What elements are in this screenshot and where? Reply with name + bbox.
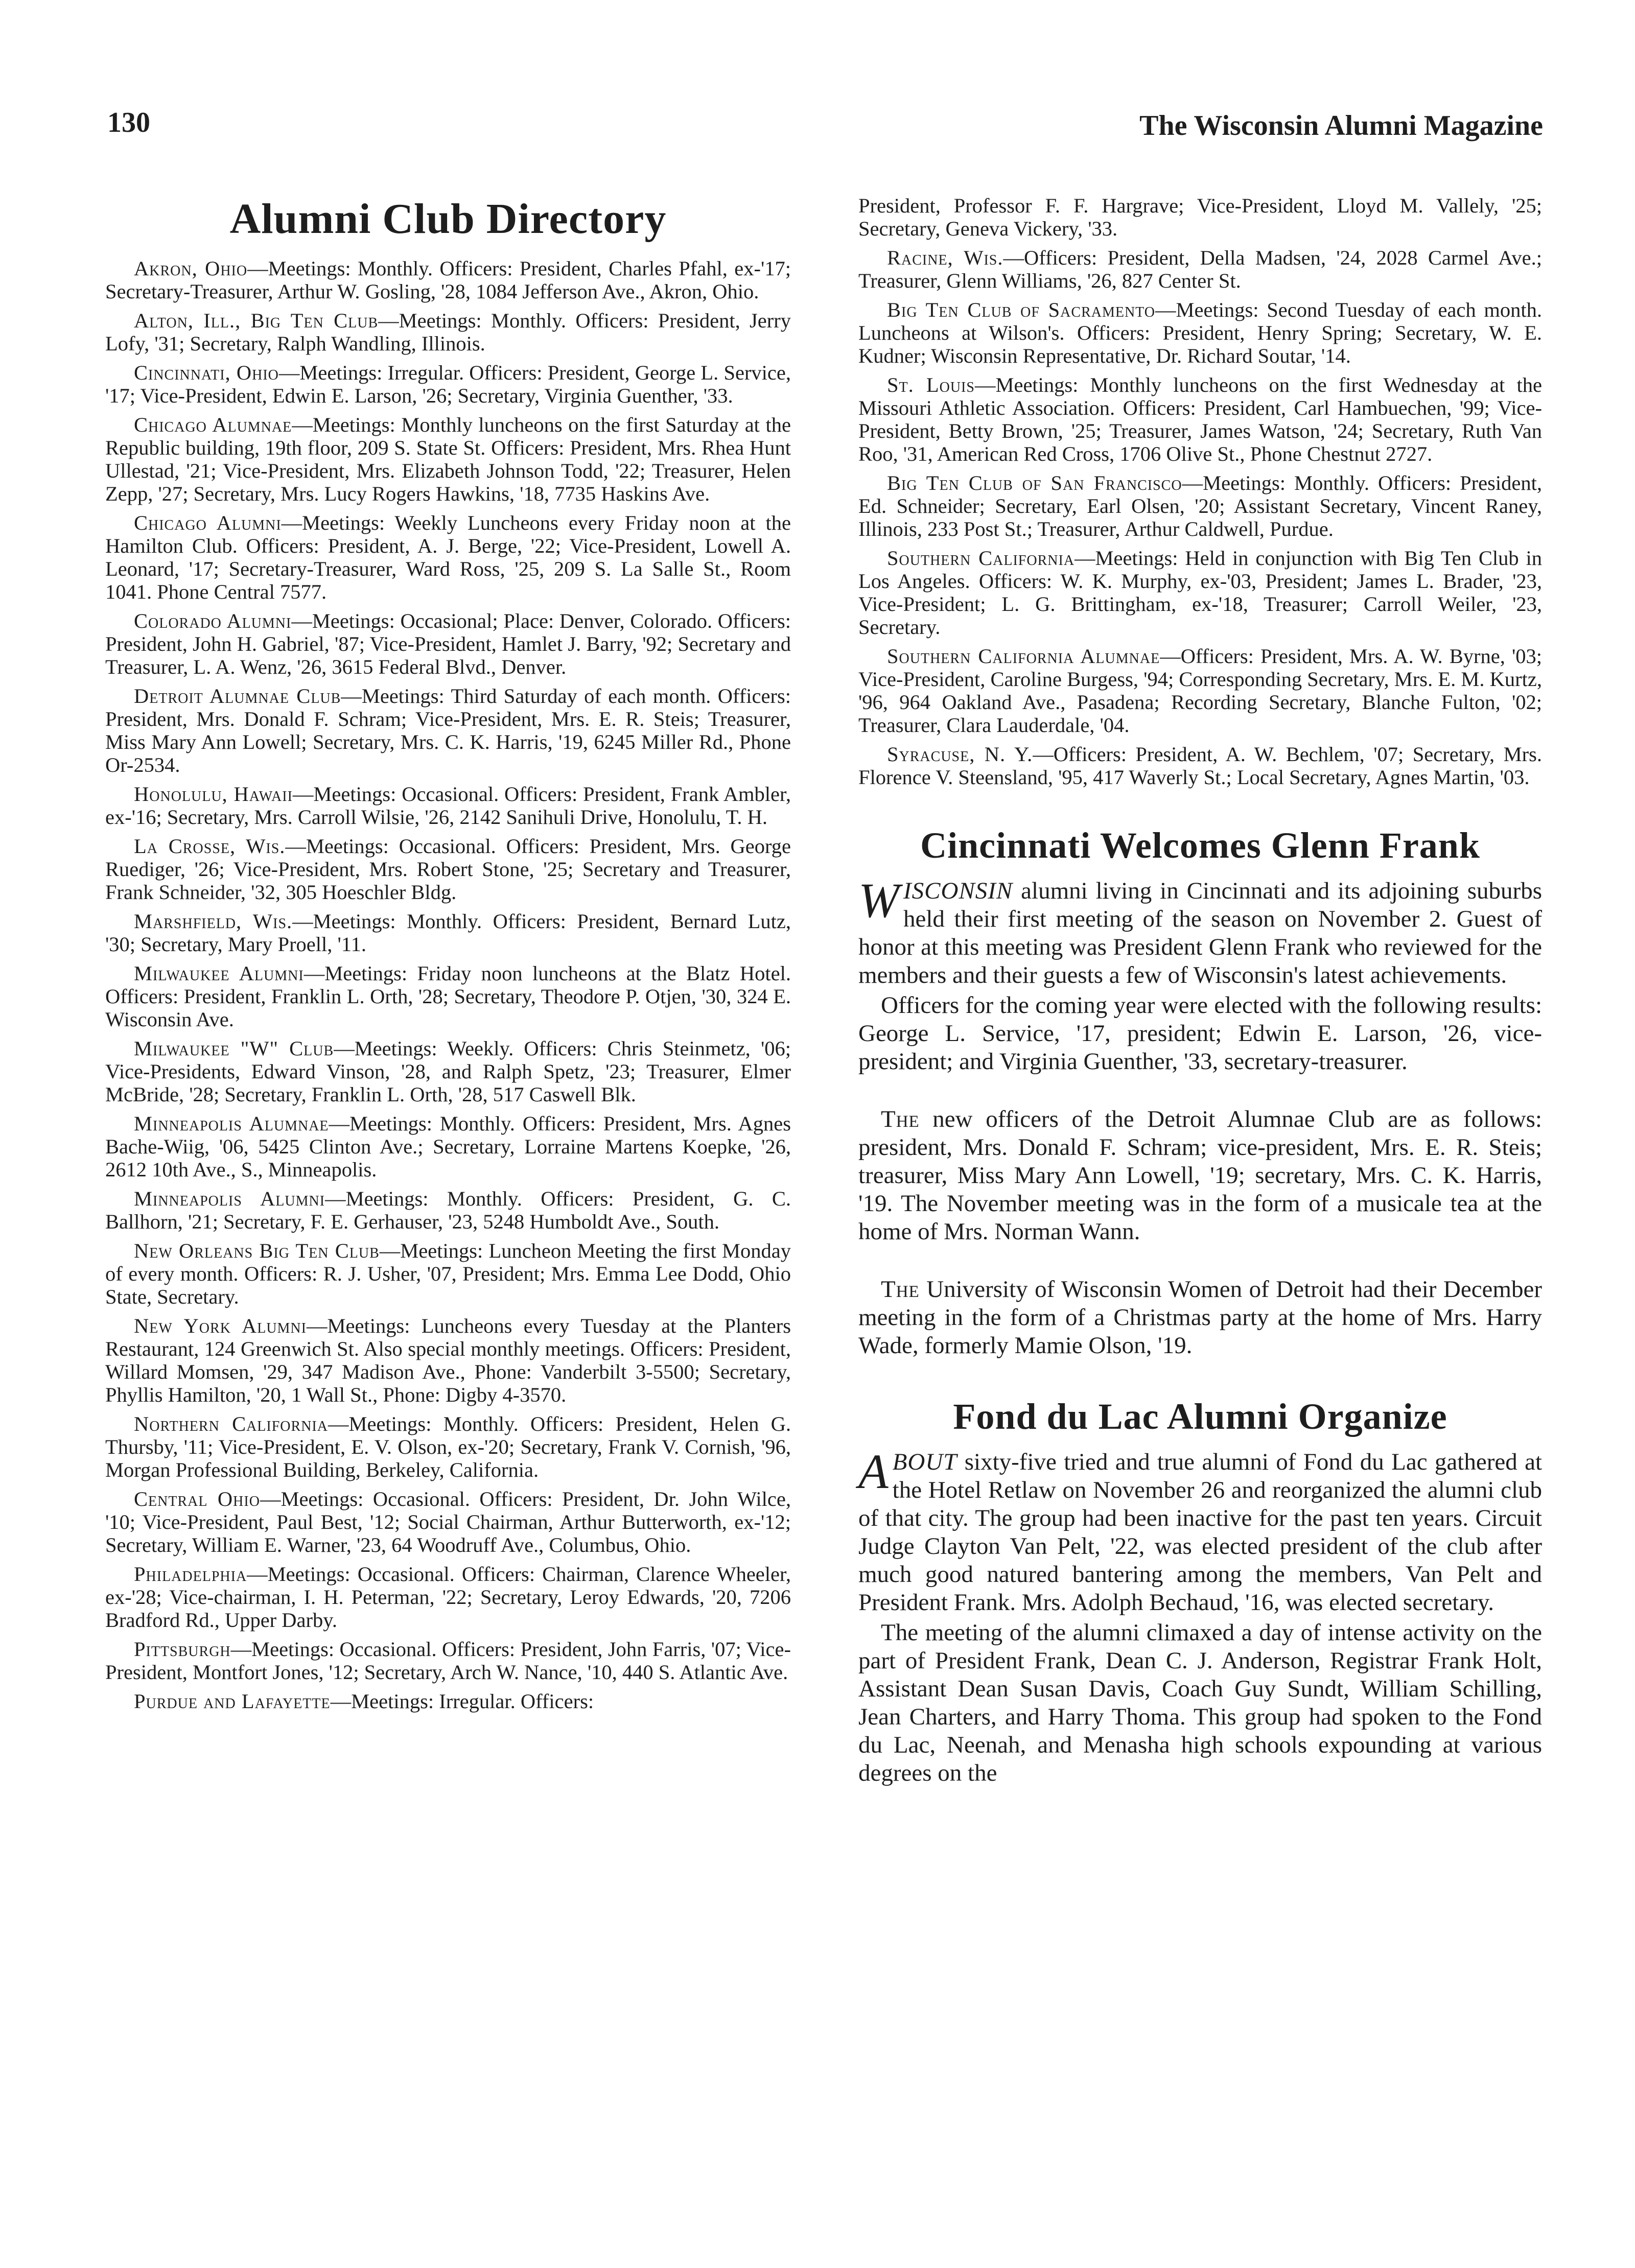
club-name: La Crosse, Wis. [134, 835, 286, 858]
club-name: New York Alumni [134, 1314, 307, 1337]
club-details: —Meetings: Occasional. Officers: President, Frank Ambler, ex-'16; Secretary, Mrs. Carroll Wilsie, '26, 2142 Sanihuli Drive, Honolulu, T. H. [105, 783, 791, 829]
directory-entry [105, 413, 791, 505]
club-details: —Meetings: Irregular. Officers: [330, 1690, 594, 1713]
club-name: Philadelphia [134, 1563, 247, 1586]
club-name: Big Ten Club of San Francisco [887, 471, 1182, 494]
club-name: Minneapolis Alumni [134, 1187, 325, 1210]
club-name: Chicago Alumnae [134, 413, 292, 436]
lead-word: BOUT [892, 1449, 957, 1475]
drop-cap: A [858, 1444, 889, 1499]
club-name: Central Ohio [134, 1487, 260, 1510]
paragraph-text: alumni living in Cincinnati and its adjoining suburbs held their first meeting of the season on November 2. Guest of honor at this meeting was President Glenn Frank who reviewed for the members and their guests a few of Wisconsin's latest achievements. [858, 878, 1542, 988]
club-details: —Meetings: Third Saturday of each month. Officers: President, Mrs. Donald F. Schram; Vice-President, Mrs. E. R. Steis; Treasurer, Miss Mary Ann Lowell; Secretary, Mrs. C. K. Harris, '19, 6245 Miller Rd., Phone Or-2534. [105, 684, 791, 776]
magazine-title: The Wisconsin Alumni Magazine [1139, 110, 1543, 141]
club-details: —Meetings: Occasional; Place: Denver, Colorado. Officers: President, John H. Gabriel, '87; Vice-President, Hamlet J. Barry, '92; Secretary and Treasurer, L. A. Wenz, '26, 3615 Federal Blvd., Denver. [105, 609, 791, 678]
drop-cap: W [858, 873, 899, 928]
directory-entry [105, 783, 791, 829]
club-name: Chicago Alumni [134, 511, 282, 534]
lead-word: The [881, 1106, 920, 1132]
cincinnati-paragraph-2: Officers for the coming year were elected with the following results: George L. Service, '17, president; Edwin E. Larson, '26, vice-president; and Virginia Guenther, '33, secretary-treasurer. [858, 992, 1542, 1075]
directory-entry [105, 1314, 791, 1406]
club-name: Northern California [134, 1412, 328, 1435]
club-details: —Officers: President, Mrs. A. W. Byrne, '03; Vice-President, Caroline Burgess, '94; Corresponding Secretary, Mrs. E. M. Kurtz, '96, 964 Oakland Ave., Pasadena; Recording Secretary, Blanche Fulton, '02; Treasurer, Clara Lauderdale, '04. [858, 645, 1543, 737]
club-details: —Meetings: Luncheons every Tuesday at the Planters Restaurant, 124 Greenwich St. Also special monthly meetings. Officers: President, Willard Momsen, '29, 347 Madison Ave., Phone: Vanderbilt 3-5500; Secretary, Phyllis Hamilton, '20, 1 Wall St., Phone: Digby 4-3570. [105, 1314, 791, 1406]
directory-entry [858, 645, 1542, 737]
directory-entry [105, 1690, 791, 1713]
directory-entry [105, 361, 791, 407]
detroit-women-paragraph [858, 1275, 1542, 1360]
club-details: —Meetings: Occasional. Officers: President, Mrs. George Ruediger, '26; Vice-President, Mrs. Robert Stone, '25; Secretary and Treasurer, Frank Schneider, '32, 305 Hoeschler Bldg. [105, 835, 791, 904]
club-details: —Meetings: Monthly. Officers: President, Jerry Lofy, '31; Secretary, Ralph Wandling, Illinois. [105, 309, 791, 355]
club-name: Detroit Alumnae Club [134, 684, 341, 707]
club-name: St. Louis [887, 373, 975, 396]
club-details: —Meetings: Second Tuesday of each month. Luncheons at Wilson's. Officers: President, Henry Spring; Secretary, W. E. Kudner; Wisconsin Representative, Dr. Richard Soutar, '14. [858, 298, 1543, 367]
directory-entry [105, 1412, 791, 1481]
directory-entry [105, 511, 791, 603]
directory-entry [105, 835, 791, 904]
directory-entry [105, 684, 791, 776]
club-name: Milwaukee "W" Club [134, 1037, 334, 1060]
club-details: —Meetings: Monthly. Officers: President, Helen G. Thursby, '11; Vice-President, E. V. Olson, ex-'20; Secretary, Frank V. Cornish, '96, Morgan Professional Building, Berkeley, California. [105, 1412, 791, 1481]
directory-list-continued [858, 194, 1542, 789]
directory-entry [105, 962, 791, 1031]
directory-entry [105, 1487, 791, 1556]
club-details: —Meetings: Weekly. Officers: Chris Steinmetz, '06; Vice-Presidents, Edward Vinson, '28, and Ralph Spetz, '23; Treasurer, Elmer McBride, '28; Secretary, Franklin L. Orth, '28, 517 Caswell Blk. [105, 1037, 791, 1106]
club-details: —Meetings: Occasional. Officers: President, Dr. John Wilce, '10; Vice-President, Paul Best, '12; Social Chairman, Arthur Butterworth, ex-'12; Secretary, William E. Warner, '23, 64 Woodruff Ave., Columbus, Ohio. [105, 1487, 791, 1556]
club-details: —Meetings: Friday noon luncheons at the Blatz Hotel. Officers: President, Franklin L. Orth, '28; Secretary, Theodore P. Otjen, '30, 324 E. Wisconsin Ave. [105, 962, 791, 1031]
club-details: —Meetings: Monthly. Officers: President, G. C. Ballhorn, '21; Secretary, F. E. Gerhauser, '23, 5248 Humboldt Ave., South. [105, 1187, 791, 1233]
club-name: Milwaukee Alumni [134, 962, 304, 985]
club-name: Minneapolis Alumnae [134, 1112, 329, 1135]
club-name: New Orleans Big Ten Club [134, 1239, 380, 1262]
club-details: —Meetings: Monthly. Officers: President, Mrs. Agnes Bache-Wiig, '06, 5425 Clinton Ave.; Secretary, Lorraine Martens Koepke, '26, 2612 10th Ave., S., Minneapolis. [105, 1112, 791, 1181]
fond-du-lac-paragraph-2: The meeting of the alumni climaxed a day of intense activity on the part of President Frank, Dean C. J. Anderson, Registrar Frank Holt, Assistant Dean Susan Davis, Coach Guy Sundt, William Schilling, Jean Charters, and Harry Thoma. This group had spoken to the Fond du Lac, Neenah, and Menasha high schools expounding at various degrees on the [858, 1619, 1542, 1786]
club-name: Pittsburgh [134, 1638, 231, 1661]
club-name: Southern California [887, 547, 1075, 570]
paragraph-text: sixty-five tried and true alumni of Fond du Lac gathered at the Hotel Retlaw on November 26 and reorganized the alumni club of that city. The group had been inactive for the past ten years. Circuit Judge Clayton Van Pelt, '22, was elected president of the club after much good natured bantering among the members, Van Pelt and President Frank. Mrs. Adolph Bechaud, '16, was elected secretary. [858, 1449, 1542, 1616]
directory-entry [105, 257, 791, 303]
lead-word: The [881, 1276, 920, 1303]
club-name: Big Ten Club of Sacramento [887, 298, 1156, 321]
directory-entry [105, 1563, 791, 1632]
directory-entry [105, 1239, 791, 1308]
club-name: Alton, Ill., Big Ten Club [134, 309, 379, 332]
club-details: —Meetings: Monthly. Officers: President, Ed. Schneider; Secretary, Earl Olsen, '20; Assistant Secretary, Vincent Raney, Illinois, 233 Post St.; Treasurer, Arthur Caldwell, Purdue. [858, 471, 1542, 540]
directory-entry [858, 547, 1542, 639]
right-column [858, 194, 1542, 1789]
fond-du-lac-paragraph-1 [858, 1444, 1542, 1617]
club-details: —Meetings: Monthly. Officers: President, Charles Pfahl, ex-'17; Secretary-Treasurer, Arthur W. Gosling, '28, 1084 Jefferson Ave., Akron, Ohio. [105, 257, 791, 303]
club-details: —Meetings: Held in conjunction with Big Ten Club in Los Angeles. Officers: W. K. Murphy, ex-'03, President; James L. Brader, '23, Vice-President; L. G. Brittingham, ex-'18, Treasurer; Carroll Weiler, '23, Secretary. [858, 547, 1543, 639]
club-name: Colorado Alumni [134, 609, 292, 632]
directory-title: Alumni Club Directory [229, 195, 667, 243]
paragraph-text: new officers of the Detroit Alumnae Club are as follows: president, Mrs. Donald F. Schram; vice-president, Mrs. E. R. Steis; treasurer, Miss Mary Ann Lowell, '19; secretary, Mrs. C. K. Harris, '19. The November meeting was in the form of a musicale tea at the home of Mrs. Norman Wann. [858, 1106, 1542, 1245]
club-name: Purdue and Lafayette [134, 1690, 331, 1713]
directory-list [105, 257, 791, 1713]
directory-entry [858, 194, 1542, 240]
club-details: —Meetings: Occasional. Officers: Chairman, Clarence Wheeler, ex-'28; Vice-chairman, I. H. Peterman, '22; Secretary, Leroy Edwards, '20, 7206 Bradford Rd., Upper Darby. [105, 1563, 791, 1632]
fond-du-lac-article-title: Fond du Lac Alumni Organize [953, 1396, 1447, 1437]
lead-word: ISCONSIN [903, 878, 1013, 904]
club-name: Southern California Alumnae [887, 645, 1160, 668]
club-details: —Meetings: Weekly Luncheons every Friday noon at the Hamilton Club. Officers: President, A. J. Berge, '22; Vice-President, Lowell A. Leonard, '17; Secretary-Treasurer, Ward Ross, '25, 209 S. La Salle St., Room 1041. Phone Central 7577. [105, 511, 791, 603]
directory-entry [105, 1638, 791, 1684]
club-name: Cincinnati, Ohio [134, 361, 279, 384]
page-number: 130 [107, 107, 150, 138]
club-details: —Meetings: Irregular. Officers: President, George L. Service, '17; Vice-President, Edwin E. Larson, '26; Secretary, Virginia Guenther, '33. [105, 361, 791, 407]
detroit-paragraph [858, 1105, 1542, 1246]
cincinnati-article-title: Cincinnati Welcomes Glenn Frank [920, 825, 1480, 866]
club-details: —Meetings: Monthly luncheons on the first Wednesday at the Missouri Athletic Association. Officers: President, Carl Hambuechen, '99; Vice-President, Betty Brown, '25; Treasurer, James Watson, '24; Secretary, Ruth Van Roo, '31, American Red Cross, 1706 Olive St., Phone Chestnut 2727. [858, 373, 1542, 465]
club-name: Syracuse, N. Y. [887, 743, 1033, 766]
directory-entry [858, 246, 1542, 292]
directory-entry [105, 309, 791, 355]
club-details: —Meetings: Luncheon Meeting the first Monday of every month. Officers: R. J. Usher, '07, President; Mrs. Emma Lee Dodd, Ohio State, Secretary. [105, 1239, 791, 1308]
club-details: —Officers: President, Della Madsen, '24, 2028 Carmel Ave.; Treasurer, Glenn Williams, '26, 827 Center St. [858, 246, 1542, 292]
club-name: Racine, Wis. [887, 246, 1003, 269]
directory-entry [105, 1112, 791, 1181]
directory-entry [105, 609, 791, 678]
club-details: —Officers: President, A. W. Bechlem, '07; Secretary, Mrs. Florence V. Steensland, '95, 417 Waverly St.; Local Secretary, Agnes Martin, '03. [858, 743, 1542, 789]
directory-entry [858, 471, 1542, 540]
club-details: —Meetings: Monthly. Officers: President, Bernard Lutz, '30; Secretary, Mary Proell, '11. [105, 910, 791, 956]
club-name: Honolulu, Hawaii [134, 783, 293, 806]
club-name: Marshfield, Wis. [134, 910, 293, 933]
club-name: Akron, Ohio [134, 257, 248, 280]
club-details: President, Professor F. F. Hargrave; Vice-President, Lloyd M. Vallely, '25; Secretary, Geneva Vickery, '33. [858, 194, 1542, 240]
cincinnati-paragraph-1 [858, 873, 1542, 989]
directory-entry [858, 298, 1542, 367]
directory-entry [858, 373, 1542, 465]
directory-entry [105, 1187, 791, 1233]
directory-entry [105, 1037, 791, 1106]
club-details: —Meetings: Occasional. Officers: President, John Farris, '07; Vice-President, Montfort Jones, '12; Secretary, Arch W. Nance, '10, 440 S. Atlantic Ave. [105, 1638, 791, 1684]
left-column [105, 194, 791, 1719]
directory-entry [105, 910, 791, 956]
paragraph-text: University of Wisconsin Women of Detroit had their December meeting in the form of a Christmas party at the home of Mrs. Harry Wade, formerly Mamie Olson, '19. [858, 1276, 1542, 1359]
club-details: —Meetings: Monthly luncheons on the first Saturday at the Republic building, 19th floor, 209 S. State St. Officers: President, Mrs. Rhea Hunt Ullestad, '21; Vice-President, Mrs. Elizabeth Johnson Todd, '22; Treasurer, Helen Zepp, '27; Secretary, Mrs. Lucy Rogers Hawkins, '18, 7735 Haskins Ave. [105, 413, 791, 505]
directory-entry [858, 743, 1542, 789]
